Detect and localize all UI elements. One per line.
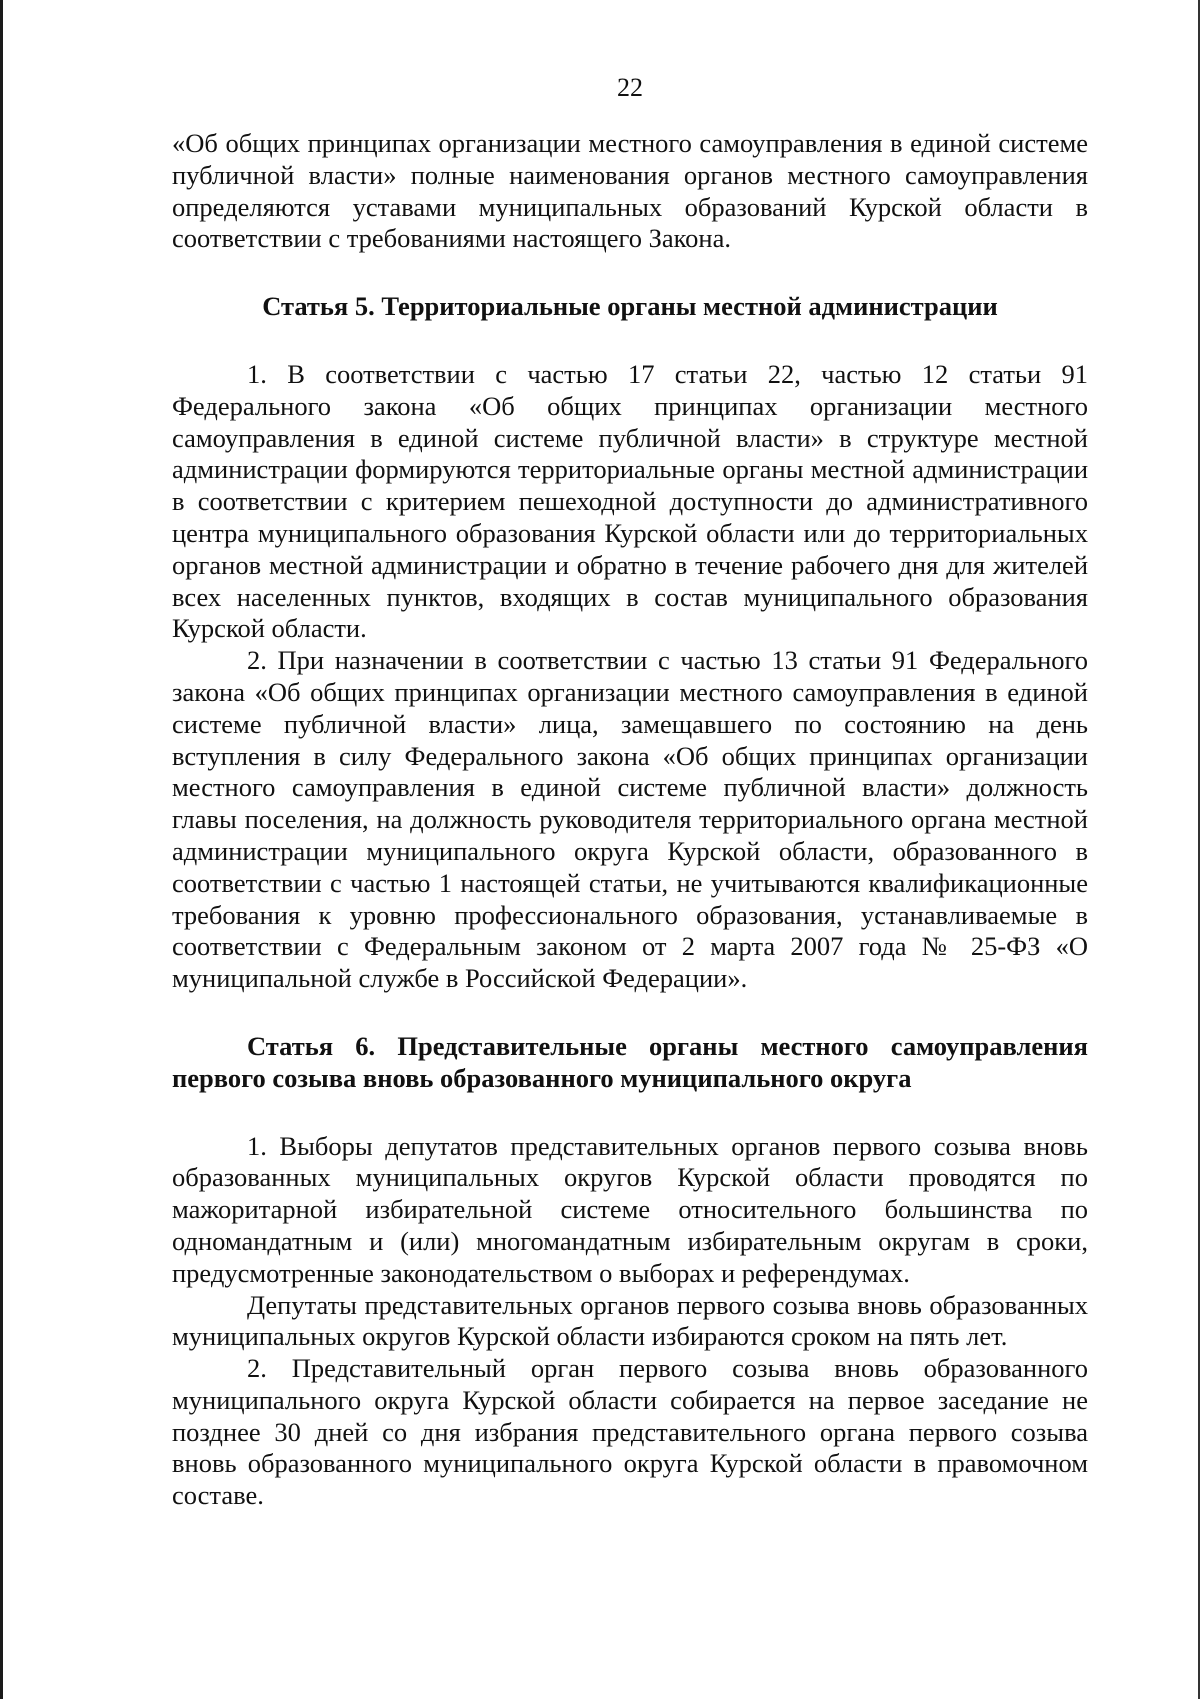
article-5-paragraph-1: 1. В соответствии с частью 17 статьи 22, частью 12 статьи 91 Федерального закона «Об общих принципах организации местного самоуправления в единой системе публичной власти» в структуре местной администрации формируются территориальные органы местной администрации в соответствии с критерием пешеходной доступности до административного центра муниципального образования Курской области или до территориальных органов местной администрации и обратно в течение рабочего дня для жителей всех населенных пунктов, входящих в состав муниципального образования Курской области. (172, 358, 1088, 644)
continuation-paragraph: «Об общих принципах организации местного самоуправления в единой системе публичной власти» полные наименования органов местного самоуправления определяются уставами муниципальных образований Курской области в соответствии с требованиями настоящего Закона. (172, 128, 1088, 254)
article-5-paragraph-2: 2. При назначении в соответствии с частью 13 статьи 91 Федерального закона «Об общих принципах организации местного самоуправления в единой системе публичной власти» лица, замещавшего по состоянию на день вступления в силу Федерального закона «Об общих принципах организации местного самоуправления в единой системе публичной власти» должность главы поселения, на должность руководителя территориального органа местной администрации муниципального округа Курской области, образованного в соответствии с частью 1 настоящей статьи, не учитываются квалификационные требования к уровню профессионального образования, устанавливаемые в соответствии с Федеральным законом от 2 марта 2007 года № 25-ФЗ «О муниципальной службе в Российской Федерации». (172, 645, 1088, 994)
article-6-heading: Статья 6. Представительные органы местного самоуправления первого созыва вновь образованного муниципального округа (172, 1030, 1088, 1093)
article-6-paragraph-1: 1. Выборы депутатов представительных органов первого созыва вновь образованных муниципальных округов Курской области проводятся по мажоритарной избирательной системе относительного большинства по одномандатным и (или) многомандатным избирательным округам в сроки, предусмотренные законодательством о выборах и референдумах. (172, 1130, 1088, 1288)
article-6-paragraph-2: Депутаты представительных органов первого созыва вновь образованных муниципальных округов Курской области избираются сроком на пять лет. (172, 1289, 1088, 1352)
article-6-paragraph-3: 2. Представительный орган первого созыва вновь образованного муниципального округа Курской области собирается на первое заседание не позднее 30 дней со дня избрания представительного органа первого созыва вновь образованного муниципального округа Курской области в правомочном составе. (172, 1353, 1088, 1511)
article-5-heading: Статья 5. Территориальные органы местной администрации (262, 291, 998, 322)
page-number: 22 (617, 73, 643, 102)
document-body (172, 128, 1088, 1512)
scan-edge-left (0, 0, 3, 1699)
